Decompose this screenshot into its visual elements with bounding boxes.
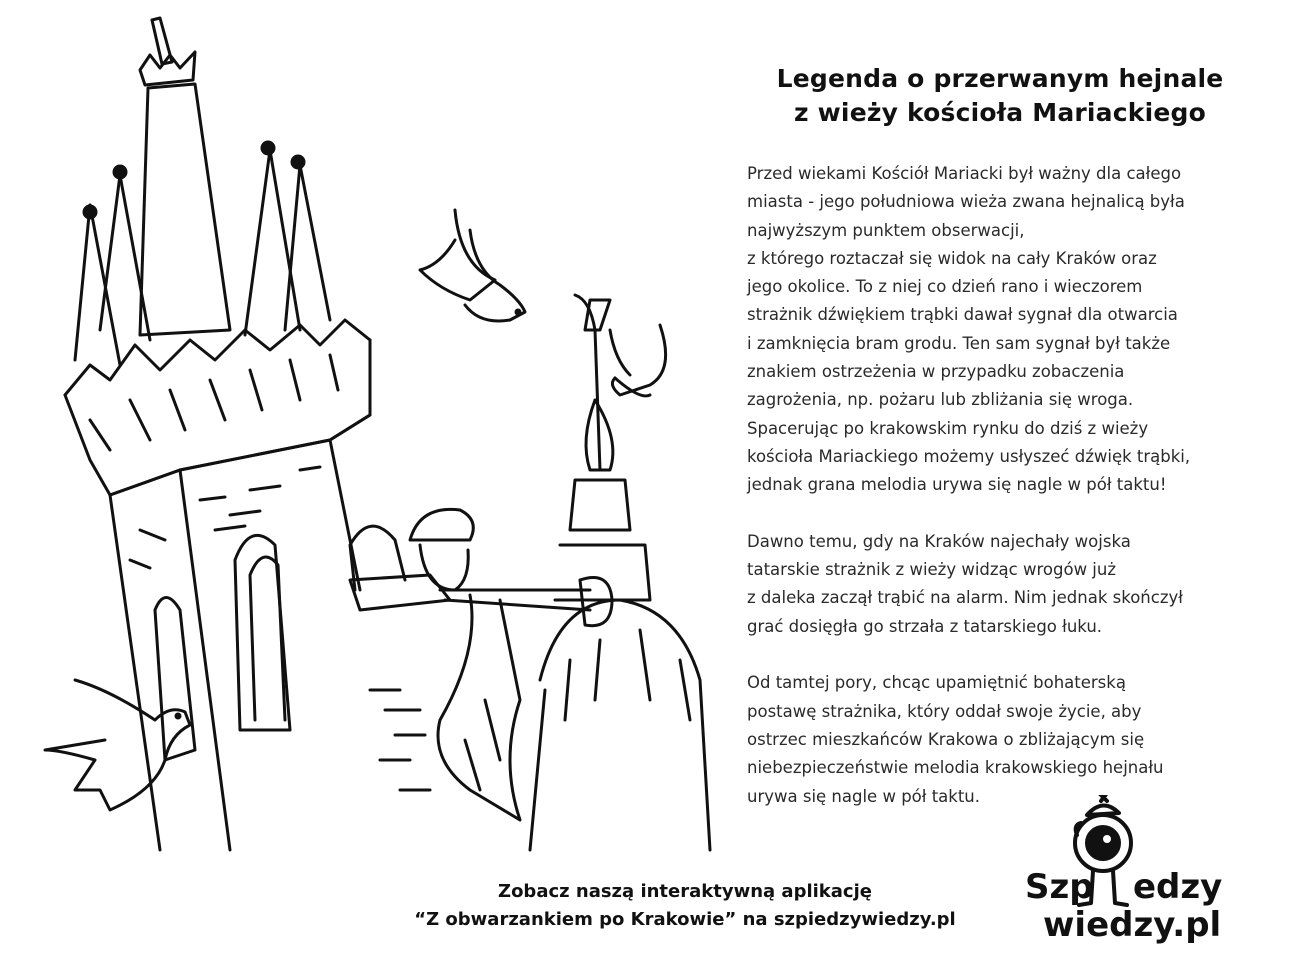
title-line-2: z wieży kościoła Mariackiego (793, 98, 1206, 127)
text-line: grać dosięgła go strzała z tatarskiego łuku. (747, 616, 1103, 636)
text-line: Przed wiekami Kościół Mariacki był ważny dla całego (747, 164, 1182, 183)
text-line: urywa się nagle w pół taktu. (747, 786, 981, 806)
text-line: tatarskie strażnik z wieży widząc wrogów już (747, 560, 1117, 580)
text-line: Spacerując po krakowskim rynku do dziś z wieży (747, 418, 1149, 438)
text-line: znakiem ostrzeżenia w przypadku zobaczenia (747, 362, 1125, 382)
text-line: jednak grana melodia urywa się nagle w pół taktu! (747, 475, 1167, 495)
title-line-1: Legenda o przerwanym hejnale (776, 64, 1224, 93)
logo-text-part-3: wiedzy.pl (1043, 905, 1222, 945)
promo-line-2[interactable]: “Z obwarzankiem po Krakowie” na szpiedzywiedzy.pl (414, 909, 956, 930)
text-line: kościoła Mariackiego możemy usłyszeć dźwięk trąbki, (747, 446, 1191, 466)
text-line: i zamknięcia bram grodu. Ten sam sygnał był także (747, 333, 1171, 353)
text-line: Dawno temu, gdy na Kraków najechały wojska (747, 531, 1131, 551)
app-promo (360, 878, 1010, 934)
paragraph-2 (747, 528, 1257, 641)
text-line: ostrzec mieszkańców Krakowa o zbliżającym się (747, 729, 1145, 749)
paragraph-1 (747, 160, 1257, 500)
logo-text-part-1: Szp (1025, 867, 1094, 907)
text-line: strażnik dźwiękiem trąbki dawał sygnał dla otwarcia (747, 305, 1178, 325)
text-line: niebezpieczeństwie melodia krakowskiego hejnału (747, 758, 1164, 778)
text-line: z daleka zaczął trąbić na alarm. Nim jednak skończył (747, 588, 1183, 608)
text-line: zagrożenia, np. pożaru lub zbliżania się wroga. (747, 390, 1134, 410)
text-line: najwyższym punktem obserwacji, (747, 220, 1025, 240)
text-line: z którego roztaczał się widok na cały Kraków oraz (747, 248, 1157, 268)
brand-logo[interactable] (1015, 795, 1245, 955)
promo-line-1: Zobacz naszą interaktywną aplikację (498, 881, 872, 902)
text-line: Od tamtej pory, chcąc upamiętnić bohaterską (747, 673, 1126, 693)
dove-icon-2 (610, 325, 666, 396)
text-line: miasta - jego południowa wieża zwana hejnalicą była (747, 192, 1185, 212)
text-line: postawę strażnika, który oddał swoje życie, aby (747, 701, 1142, 721)
legend-text (747, 160, 1257, 839)
dove-icon-3 (45, 680, 190, 810)
logo-text-part-2: edzy (1133, 867, 1223, 907)
paragraph-3 (747, 669, 1257, 810)
page-title (740, 62, 1260, 130)
dove-icon-1 (420, 210, 525, 321)
text-line: jego okolice. To z niej co dzień rano i wieczorem (747, 277, 1143, 297)
tower-illustration (0, 0, 720, 870)
